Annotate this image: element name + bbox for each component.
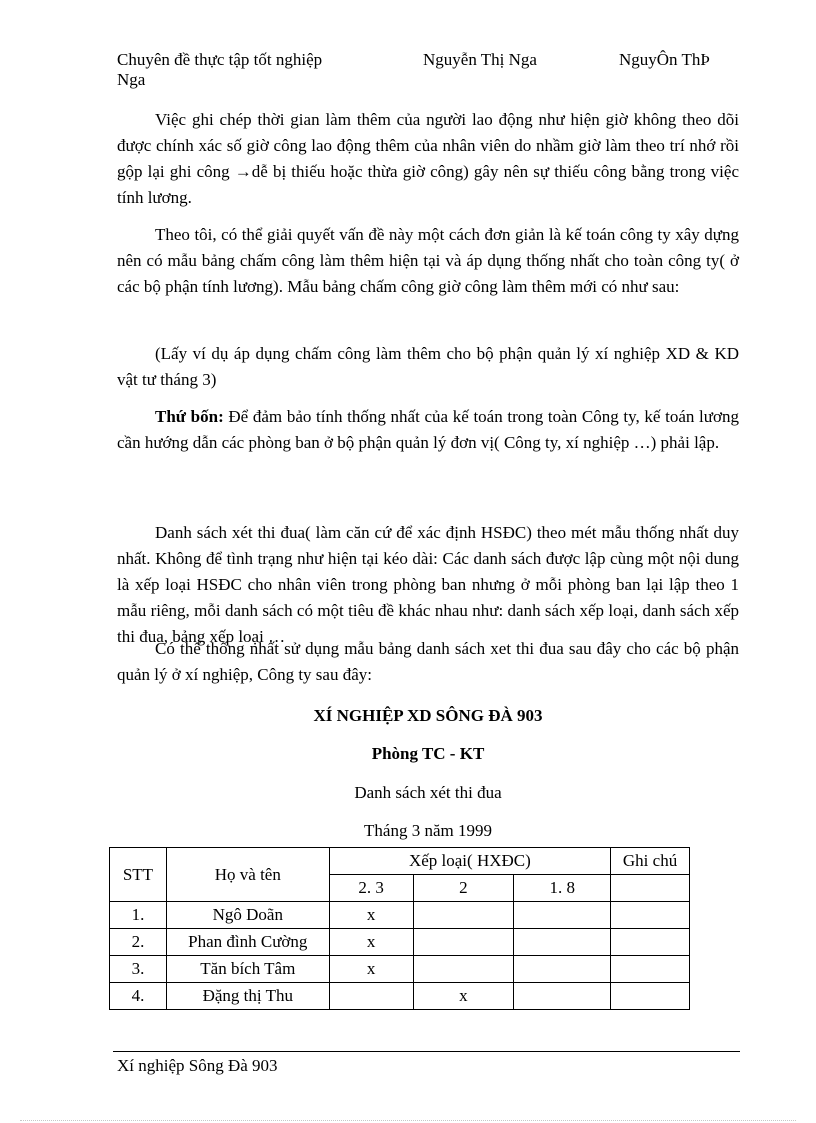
header-author: Nguyễn Thị Nga (423, 50, 537, 69)
table-row (110, 929, 690, 956)
header-subject: Chuyên đề thực tập tốt nghiệp (117, 50, 323, 69)
footer-divider (113, 1051, 740, 1052)
cell-grade-2: x (413, 983, 514, 1010)
col-header-grade-1: 2. 3 (329, 875, 413, 902)
page-bottom-dotted-divider (20, 1120, 796, 1121)
page-footer: Xí nghiệp Sông Đà 903 (117, 1056, 278, 1075)
cell-grade-3 (514, 902, 611, 929)
paragraph-1: Việc ghi chép thời gian làm thêm của người lao động như hiện giờ không theo dõi được chính xác số giờ công lao động thêm của nhân viên do nhầm giờ làm theo trí nhớ rồi gộp lại ghi công →dễ bị thiếu hoặc thừa giờ công) gây nên sự thiếu công bằng trong việc tính lương. (117, 110, 739, 207)
cell-grade-1 (329, 983, 413, 1010)
table-row (110, 902, 690, 929)
col-header-name: Họ và tên (166, 848, 329, 902)
cell-grade-2 (413, 929, 514, 956)
cell-name: Đặng thị Thu (166, 983, 329, 1010)
cell-grade-3 (514, 956, 611, 983)
paragraph-2: Theo tôi, có thể giải quyết vấn đề này một cách đơn giản là kế toán công ty xây dựng nên có mẫu bảng chấm công làm thêm hiện tại và áp dụng thống nhất cho toàn công ty( ở các bộ phận tính lương). Mẫu bảng chấm công giờ công làm thêm mới có như sau: (117, 225, 739, 296)
col-header-grade-group: Xếp loại( HXĐC) (329, 848, 610, 875)
header-author-garbled: NguyÔn ThÞ (619, 50, 710, 69)
table-row (110, 983, 690, 1010)
cell-stt: 1. (110, 902, 167, 929)
col-header-grade-2: 2 (413, 875, 514, 902)
cell-name: Tăn bích Tâm (166, 956, 329, 983)
page-header (117, 50, 737, 90)
cell-note (611, 956, 690, 983)
cell-stt: 4. (110, 983, 167, 1010)
cell-grade-2 (413, 956, 514, 983)
col-header-note-blank (611, 875, 690, 902)
paragraph-4-lead: Thứ bốn: (155, 407, 224, 426)
table-row (110, 956, 690, 983)
col-header-grade-3: 1. 8 (514, 875, 611, 902)
paragraph-4-text: Để đảm bảo tính thống nhất của kế toán trong toàn Công ty, kế toán lương cần hướng dẫn các phòng ban ở bộ phận quản lý đơn vị( Công ty, xí nghiệp …) phải lập. (117, 407, 739, 452)
cell-name: Ngô Doãn (166, 902, 329, 929)
cell-grade-3 (514, 929, 611, 956)
emulation-table (109, 847, 690, 1010)
cell-grade-1: x (329, 929, 413, 956)
form-org: XÍ NGHIỆP XD SÔNG ĐÀ 903 (313, 706, 543, 725)
cell-name: Phan đình Cường (166, 929, 329, 956)
form-period: Tháng 3 năm 1999 (364, 821, 492, 840)
col-header-stt: STT (110, 848, 167, 902)
form-title: Danh sách xét thi đua (354, 783, 502, 802)
header-author-wrap: Nga (117, 70, 146, 89)
cell-note (611, 902, 690, 929)
form-dept: Phòng TC - KT (371, 744, 485, 763)
table-header-row (110, 848, 690, 875)
cell-grade-2 (413, 902, 514, 929)
paragraph-3: (Lấy ví dụ áp dụng chấm công làm thêm cho bộ phận quản lý xí nghiệp XD & KD vật tư tháng 3) (117, 344, 739, 389)
paragraph-4 (117, 404, 739, 456)
cell-grade-3 (514, 983, 611, 1010)
cell-stt: 3. (110, 956, 167, 983)
paragraph-5: Danh sách xét thi đua( làm căn cứ để xác định HSĐC) theo mét mẫu thống nhất duy nhất. Không để tình trạng như hiện tại kéo dài: Các danh sách được lập cùng một nội dung là xếp loại HSĐC cho nhân viên trong phòng ban nhưng ở mỗi phòng ban lại lập theo 1 mẫu riêng, mỗi danh sách có một tiêu đề khác nhau như: danh sách xếp loại, danh sách xếp thi đua, bảng xếp loại … (117, 523, 739, 646)
paragraph-6: Có thể thống nhất sử dụng mẫu bảng danh sách xet thi đua sau đây cho các bộ phận quản lý ở xí nghiệp, Công ty sau đây: (117, 639, 739, 684)
cell-grade-1: x (329, 956, 413, 983)
cell-note (611, 983, 690, 1010)
cell-grade-1: x (329, 902, 413, 929)
col-header-note: Ghi chú (611, 848, 690, 875)
cell-note (611, 929, 690, 956)
cell-stt: 2. (110, 929, 167, 956)
